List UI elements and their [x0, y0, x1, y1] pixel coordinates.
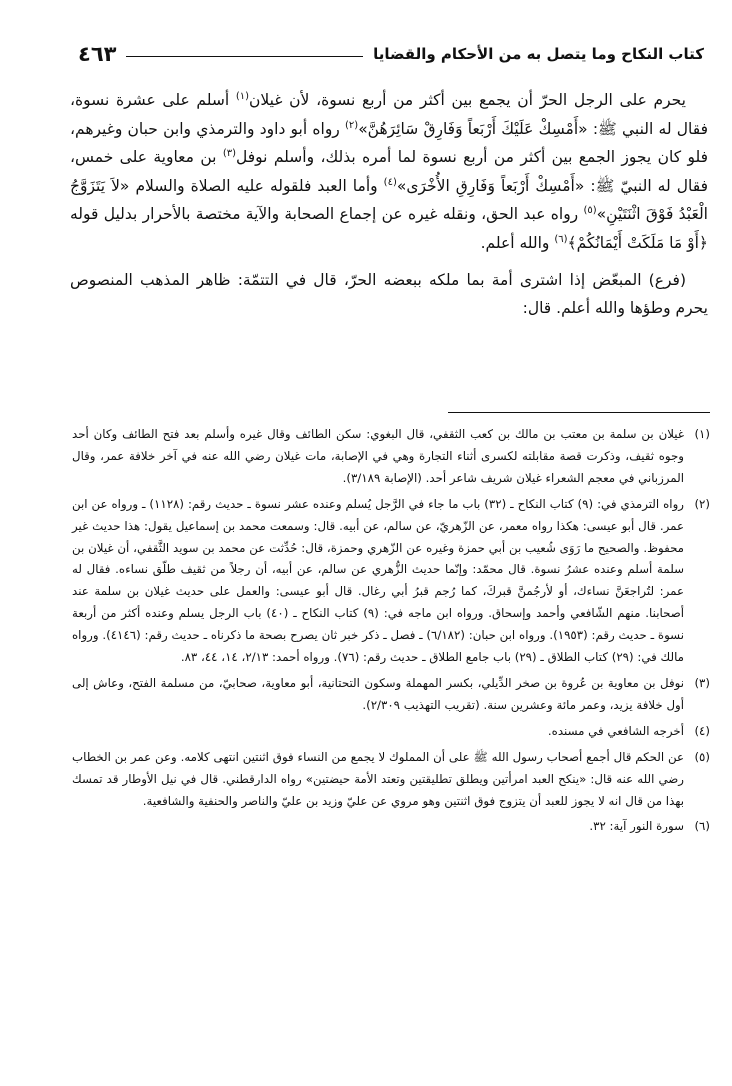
main-text — [70, 86, 708, 323]
header-rule — [126, 56, 363, 57]
footnote-ref-2[interactable]: (٢) — [345, 119, 359, 131]
running-header — [78, 38, 704, 70]
chapter-title: كتاب النكاح وما يتصل به من الأحكام والقضايا — [373, 45, 704, 63]
footnote-number: (١) — [694, 427, 710, 441]
footnote-text: غيلان بن سلمة بن معتب بن مالك بن كعب الثقفي، قال البغوي: سكن الطائف وقال غيره وأسلم بعد فتح الطائف وكان أحد وجوه ثقيف، وذكرت قصة مقابلته لكسرى أثناء التجارة وهي في الإصابة، مات غيلان رضي الله عنه في آخر خلافة عمر، وقال المرزباني في معجم الشعراء غيلان شريف شاعر أحد. (الإصابة ٣/١٨٩). — [72, 427, 684, 485]
para1-part-7: والله أعلم. — [480, 233, 555, 252]
footnote-number: (٥) — [694, 749, 710, 764]
footnote-text: عن الحكم قال أجمع أصحاب رسول الله ﷺ على أن المملوك لا يجمع من النساء فوق اثنتين انتهى كلامه. وعن عمر بن الخطاب رضي الله عنه قال: «ينكح العبد امرأتين ويطلق تطليقتين وتعتد الأمة حيضتين» رواه الدارقطني. قال في نيل الأوطار قد تمسك بهذا من قال انه لا يجوز للعبد أن يتزوج فوق اثنتين وهو مروي عن عليّ وزيد بن عليّ والناصر والحنفية والشافعية. — [72, 749, 684, 808]
footnotes — [72, 424, 710, 842]
footnote-number: (٦) — [694, 819, 710, 834]
footnote-text: رواه الترمذي في: (٩) كتاب النكاح ـ (٣٢) باب ما جاء في الرَّجل يُسلم وعنده عشر نسوة ـ حديث رقم: (١١٢٨) ـ ورواه عن ابن عمر. قال أبو عيسى: هكذا رواه معمر، عن الزّهريّ، عن سالم، عن أبيه. قال: وسمعت محمد بن إسماعيل يقول: هذا حديث غير محفوظ. والصحيح ما رَوَى شُعيب بن أبي حمزة وغيره عن الزّهري وحمزة، قال: حُدِّثت عن محمد بن سويد الثَّقفي، أن غيلان بن سلمة أسلم وعنده عشرُ نسوة. قال محمّد: وإنّما حديث الزُّهري عن سالم، عن أبيه، أن رجلاً من ثقيف طلّق نساءه. فقال له عمر: لتُراجعَنَّ نساءك، أو لأرجُمنَّ قبركَ، كما رُجم قبرُ أبي رغال. قال أبو عيسى: والعمل على حديث غيلان بن سلمة عند أصحابنا. منهم الشّافعي وأحمد وإسحاق. ورواه ابن ماجه في: (٩) كتاب النكاح ـ (٤٠) باب الرجل يسلم وعنده أكثر من أربعة نسوة ـ حديث رقم: (١٩٥٣). ورواه ابن حبان: (٦/١٨٢) ـ فصل ـ ذكر خبر ثان يصرح بصحة ما ذكرناه ـ حديث رقم: (٤١٤٦). ورواه مالك في: (٢٩) كتاب الطلاق ـ (٢٩) باب جامع الطلاق ـ حديث رقم: (٧٦). ورواه أحمد: ٢/١٣، ١٤، ٤٤، ٨٣. — [72, 496, 684, 665]
footnote-ref-6[interactable]: (٦) — [554, 233, 568, 245]
para1-part-3: رواه أبو داود والترمذي وابن حبان وغيرهم، فلو كان يجوز الجمع بين أكثر من أربع نسوة لما أمره بذلك، وأسلم نوفل — [70, 119, 708, 167]
footnote-2 — [72, 494, 710, 669]
para1-part-5: وأما العبد فلقوله عليه الصلاة والسلام «لاَ يَتَزَوَّجُ الْعَبْدُ فَوْقَ اثْنَتَيْنِ» — [70, 176, 708, 224]
para1-part-2: أسلم على عشرة نسوة، فقال له النبي ﷺ: «أَمْسِكْ عَلَيْكَ أَرْبَعاً وَفَارِقْ سَائِرَهُنَّ» — [70, 91, 708, 138]
footnote-ref-1[interactable]: (١) — [235, 90, 250, 102]
footnote-ref-3[interactable]: (٣) — [222, 148, 237, 160]
footnote-3 — [72, 673, 710, 717]
footnote-1 — [72, 424, 710, 490]
footnote-ref-4[interactable]: (٤) — [383, 176, 397, 188]
footnote-6 — [72, 816, 710, 838]
paragraph-2: (فرع) المبعّض إذا اشترى أمة بما ملكه ببعضه الحرّ، قال في التتمّة: ظاهر المذهب المنصوص يحرم وطؤها والله أعلم. قال: — [70, 270, 708, 318]
page-number: ٤٦٣ — [78, 42, 117, 66]
para1-part-1: يحرم على الرجل الحرّ أن يجمع بين أكثر من أربع نسوة، لأن غيلان — [249, 91, 686, 109]
para1-part-6: رواه عبد الحق، ونقله غيره عن إجماع الصحابة والآية مختصة بالأحرار بدليل قوله ﴿أَوْ مَا مَلَكَتْ أَيْمَانُكُمْ﴾ — [70, 205, 708, 252]
paragraph-1 — [70, 86, 708, 258]
footnote-number: (٢) — [694, 496, 710, 511]
para1-part-4: بن معاوية على خمس، فقال له النبيّ ﷺ: «أَمْسِكْ أَرْبَعاً وَفَارِقِ الأُخْرَى» — [70, 148, 708, 195]
footnote-text: أخرجه الشافعي في مسنده. — [547, 723, 684, 738]
footnote-4 — [72, 721, 710, 743]
footnote-number: (٣) — [694, 675, 710, 690]
footnote-number: (٤) — [694, 723, 710, 738]
footnote-5 — [72, 747, 710, 813]
footnote-text: نوفل بن معاوية بن عُروة بن صخر الدِّيلي، بكسر المهملة وسكون التحتانية، أبو معاوية، صحابيّ، من مسلمة الفتح، وعاش إلى أول خلافة يزيد، وعمر مائة وعشرين سنة. (تقريب التهذيب ٢/٣٠٩). — [72, 675, 684, 712]
footnote-text: سورة النور آية: ٣٢. — [589, 819, 684, 834]
footnote-separator — [448, 412, 710, 413]
footnote-ref-5[interactable]: (٥) — [583, 205, 597, 217]
